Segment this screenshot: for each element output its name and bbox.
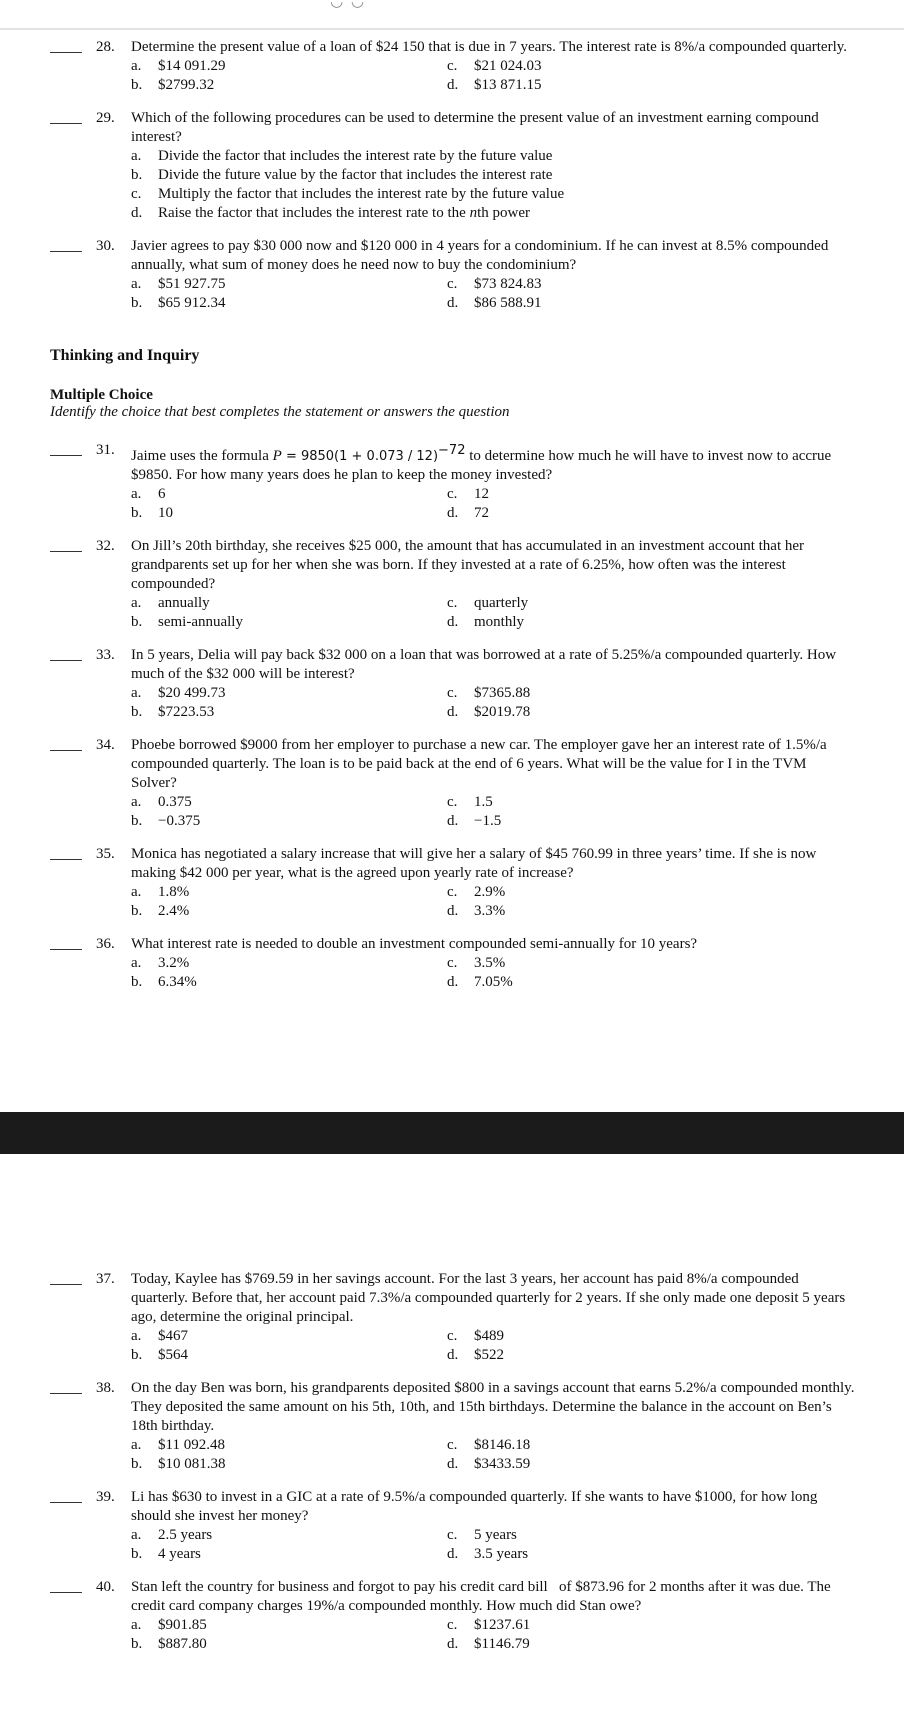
choice-c: c. $21 024.03 [447,58,542,74]
question-29 [0,109,904,223]
answer-blank[interactable] [50,1502,82,1503]
question-text: What interest rate is needed to double an investment compounded semi-annually for 10 years? [131,936,698,952]
question-35 [0,845,904,921]
choice-c: c. Multiply the factor that includes the interest rate by the future value [131,186,565,202]
choice-d: d. monthly [447,614,525,630]
question-number: 31. [96,442,115,458]
choice-c: c. $73 824.83 [447,276,542,292]
answer-blank[interactable] [50,1284,82,1285]
question-text: In 5 years, Delia will pay back $32 000 on a loan that was borrowed at a rate of 5.25%/a compounded quarterly. How much of the $32 000 will be interest? [131,647,837,682]
choice-b: b. 4 years [131,1546,201,1562]
question-number: 36. [96,936,115,952]
question-38 [0,1379,904,1474]
section-title: Thinking and Inquiry [50,347,200,364]
formula-variable: P [272,448,282,464]
choice-a: a. $901.85 [131,1617,207,1633]
question-text: Stan left the country for business and forgot to pay his credit card bill of $873.96 for 2 months after it was due. The credit card company charges 19%/a compounded monthly. How much did Stan owe? [131,1579,835,1614]
question-30 [0,237,904,313]
question-number: 35. [96,846,115,862]
choice-d: d. $1146.79 [447,1636,530,1652]
choice-a: a. $14 091.29 [131,58,226,74]
choice-a: a. 2.5 years [131,1527,213,1543]
choice-c: c. 5 years [447,1527,517,1543]
choice-b: b. Divide the future value by the factor that includes the interest rate [131,167,553,183]
answer-choices [131,793,855,831]
worksheet-page-1 [0,30,904,992]
question-40 [0,1578,904,1654]
choice-a: a. annually [131,595,210,611]
question-34 [0,736,904,831]
answer-blank[interactable] [50,1592,82,1593]
answer-choices [131,594,855,632]
answer-blank[interactable] [50,660,82,661]
choice-a: a. 0.375 [131,794,192,810]
choice-c: c. 1.5 [447,794,493,810]
question-number: 30. [96,238,115,254]
question-31 [0,441,904,523]
choice-b: b. $2799.32 [131,77,215,93]
question-text: Phoebe borrowed $9000 from her employer to purchase a new car. The employer gave her an interest rate of 1.5%/a compounded quarterly. The loan is to be paid back at the end of 6 years. What will be the value for I in the TVM Solver? [131,737,827,791]
answer-blank[interactable] [50,455,82,456]
answer-choices [131,1436,855,1474]
choice-a: a. 6 [131,486,166,502]
choice-b: b. $65 912.34 [131,295,226,311]
choice-b: b. 10 [131,505,173,521]
answer-blank[interactable] [50,1393,82,1394]
choice-a: a. $467 [131,1328,188,1344]
answer-choices [131,883,855,921]
choice-c: c. $7365.88 [447,685,531,701]
question-number: 40. [96,1579,115,1595]
question-text: Li has $630 to invest in a GIC at a rate of 9.5%/a compounded quarterly. If she wants to have $1000, for how long should she invest her money? [131,1489,818,1524]
question-number: 28. [96,39,115,55]
choice-c: c. 2.9% [447,884,506,900]
choice-b: b. $7223.53 [131,704,215,720]
answer-choices [131,147,855,223]
choice-c: c. $489 [447,1328,504,1344]
question-text: On the day Ben was born, his grandparents deposited $800 in a savings account that earns 5.2%/a compounded monthly. They deposited the same amount on his 5th, 10th, and 15th birthdays. Determine the balance in the account on Ben’s 18th birthday. [131,1380,855,1434]
page-divider [0,1112,904,1154]
choice-d: d. $2019.78 [447,704,531,720]
answer-blank[interactable] [50,251,82,252]
question-28 [0,38,904,95]
choice-a: a. 1.8% [131,884,190,900]
choice-d: d. 72 [447,505,489,521]
answer-choices [131,684,855,722]
answer-choices [131,1327,855,1365]
worksheet-page-2 [0,1270,904,1654]
choice-a: a. $20 499.73 [131,685,226,701]
question-number: 29. [96,110,115,126]
question-39 [0,1488,904,1564]
choice-c: c. quarterly [447,595,529,611]
formula: = 9850(1 + 0.073 / 12) [281,449,439,464]
answer-blank[interactable] [50,52,82,53]
question-text: Which of the following procedures can be used to determine the present value of an investment earning compound interest? [131,110,819,145]
question-number: 34. [96,737,115,753]
question-text: Determine the present value of a loan of $24 150 that is due in 7 years. The interest rate is 8%/a compounded quarterly. [131,39,848,55]
choice-d: d. $3433.59 [447,1456,531,1472]
question-37 [0,1270,904,1365]
question-number: 38. [96,1380,115,1396]
answer-blank[interactable] [50,123,82,124]
answer-choices [131,275,855,313]
formula-exponent: −72 [438,443,466,458]
question-number: 39. [96,1489,115,1505]
answer-blank[interactable] [50,750,82,751]
choice-c: c. 3.5% [447,955,506,971]
choice-d: d. 3.5 years [447,1546,529,1562]
question-text: Today, Kaylee has $769.59 in her savings account. For the last 3 years, her account has paid 8%/a compounded quarterly. Before that, her account paid 7.3%/a compounded quarterly for 2 years. If she only made one deposit 5 years ago, determine the original principal. [131,1271,846,1325]
answer-choices [131,954,855,992]
choice-d: d. 7.05% [447,974,513,990]
question-number: 32. [96,538,115,554]
answer-choices [131,1616,855,1654]
question-text: Jaime uses the formula $P = 9850(1 + 0.073 / 12)^{-72}$ to determine how much he will have to invest now to accrue $9850. For how many years does he plan to keep the money invested? [131,443,832,483]
choice-c: c. $1237.61 [447,1617,531,1633]
choice-d: d. −1.5 [447,813,502,829]
top-strip [0,0,904,30]
question-number: 33. [96,647,115,663]
choice-d: d. $13 871.15 [447,77,542,93]
choice-b: b. $887.80 [131,1636,207,1652]
question-text: Monica has negotiated a salary increase that will give her a salary of $45 760.99 in three years’ time. If she is now making $42 000 per year, what is the agreed upon yearly rate of increase? [131,846,817,881]
answer-blank[interactable] [50,859,82,860]
question-number: 37. [96,1271,115,1287]
choice-b: b. 6.34% [131,974,197,990]
choice-d: d. $522 [447,1347,504,1363]
answer-blank[interactable] [50,551,82,552]
choice-a: a. $51 927.75 [131,276,226,292]
multiple-choice-heading: Multiple Choice [50,387,153,403]
choice-a: a. $11 092.48 [131,1437,225,1453]
choice-b: b. $564 [131,1347,188,1363]
question-36 [0,935,904,992]
answer-blank[interactable] [50,949,82,950]
question-33 [0,646,904,722]
choice-c: c. $8146.18 [447,1437,531,1453]
choice-d: d. 3.3% [447,903,506,919]
choice-c: c. 12 [447,486,489,502]
choice-d: d. Raise the factor that includes the interest rate to the nth power [131,205,530,221]
answer-choices [131,57,855,95]
choice-b: b. −0.375 [131,813,201,829]
answer-choices [131,1526,855,1564]
choice-b: b. semi-annually [131,614,243,630]
instructions: Identify the choice that best completes the statement or answers the question [50,404,510,420]
question-32 [0,537,904,632]
question-text: On Jill’s 20th birthday, she receives $25 000, the amount that has accumulated in an investment account that her grandparents set up for her when she was born. If they invested at a rate of 6.25%, how often was the interest compounded? [131,538,805,592]
header-fragment: ◡ ◡ [330,0,366,10]
answer-choices [131,485,855,523]
question-text: Javier agrees to pay $30 000 now and $120 000 in 4 years for a condominium. If he can invest at 8.5% compounded annually, what sum of money does he need now to buy the condominium? [131,238,829,273]
choice-a: a. Divide the factor that includes the interest rate by the future value [131,148,553,164]
choice-a: a. 3.2% [131,955,190,971]
choice-d: d. $86 588.91 [447,295,542,311]
choice-b: b. 2.4% [131,903,190,919]
choice-b: b. $10 081.38 [131,1456,226,1472]
